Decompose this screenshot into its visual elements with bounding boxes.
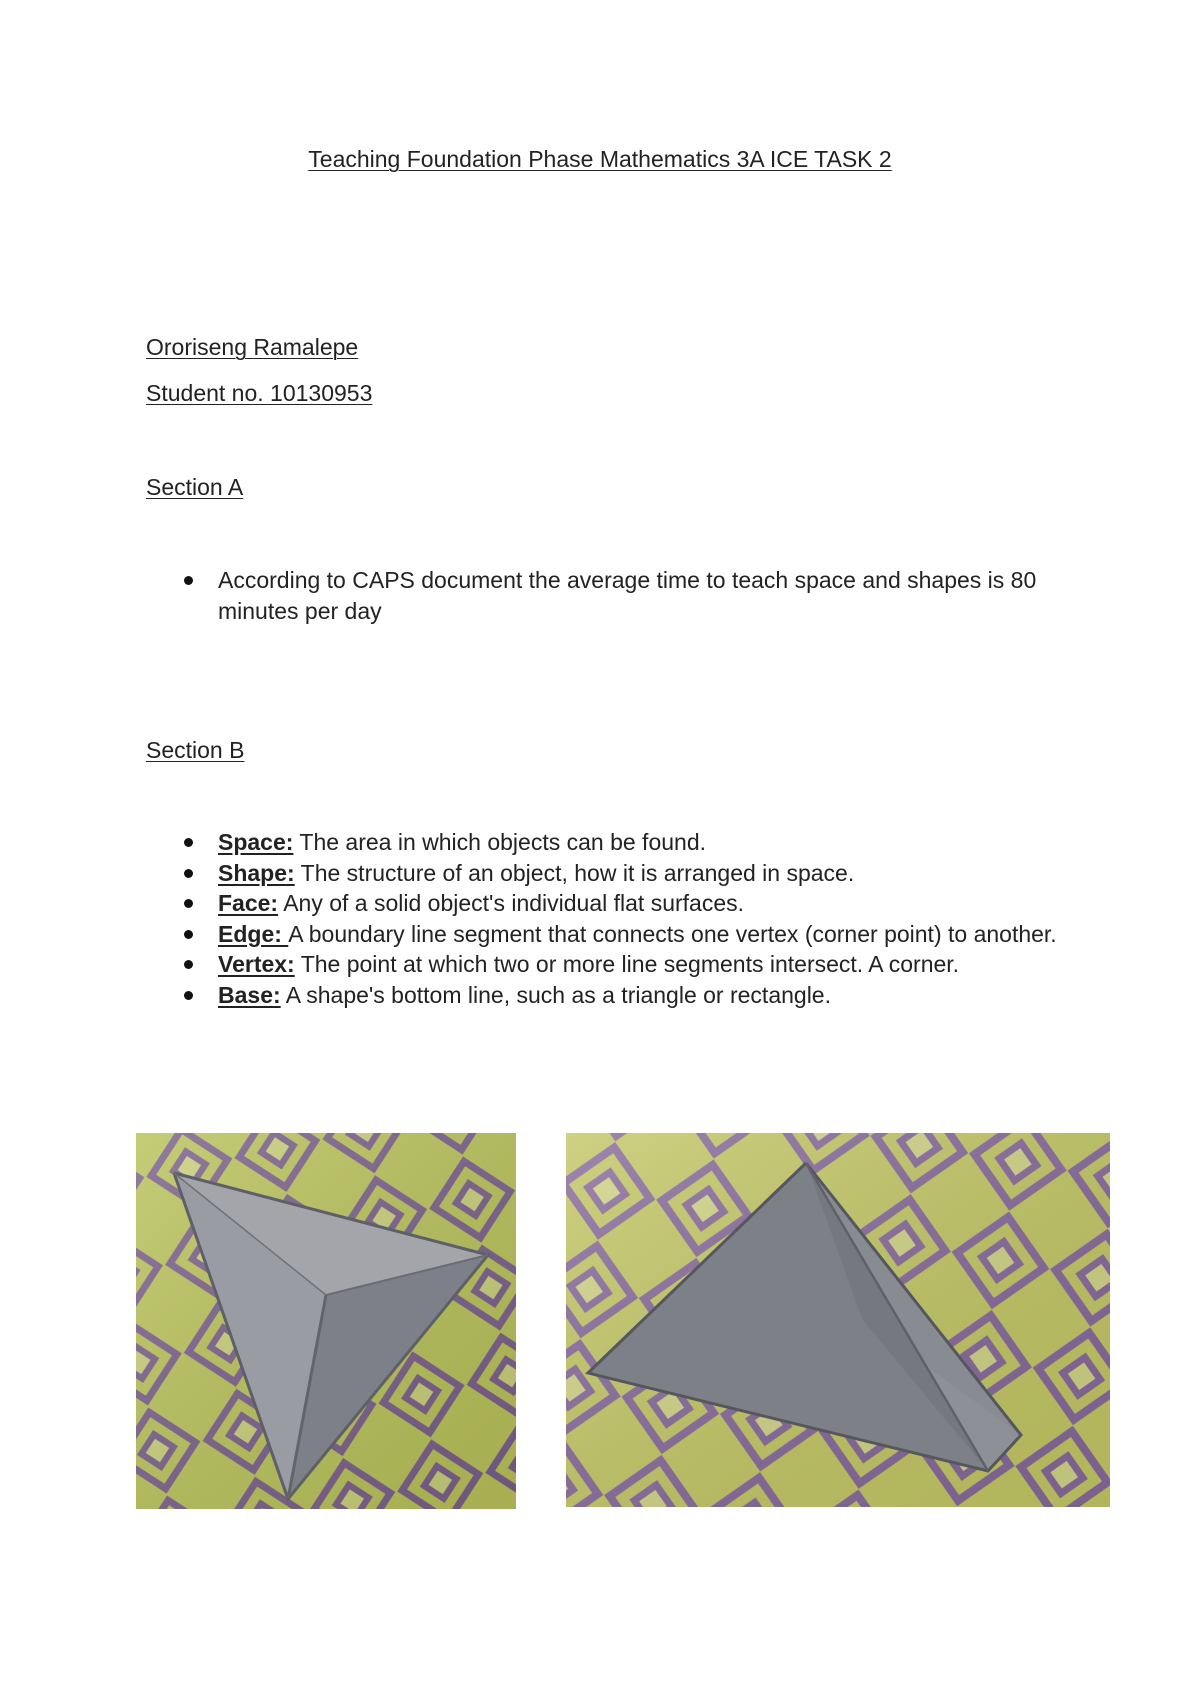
definition-term: Vertex:: [218, 951, 295, 977]
list-item: [146, 565, 1076, 626]
definition-text: The area in which objects can be found.: [293, 829, 706, 855]
definition-text: The structure of an object, how it is arranged in space.: [294, 859, 855, 886]
definition-text: The point at which two or more line segments intersect. A corner.: [294, 951, 960, 977]
bullet-icon: [184, 960, 193, 969]
definition-term: Edge:: [218, 920, 289, 947]
section-a-list: [146, 565, 1076, 626]
tetrahedron-photo-1-image: [136, 1133, 516, 1509]
bullet-icon: [184, 930, 193, 939]
author-name: Ororiseng Ramalepe: [146, 334, 359, 360]
definition-text: Any of a solid object's individual flat surfaces.: [278, 890, 745, 916]
document-title: Teaching Foundation Phase Mathematics 3A ICE TASK 2: [308, 146, 892, 172]
bullet-icon: [184, 576, 193, 585]
tetrahedron-photo-2-image: [566, 1133, 1110, 1507]
section-a-heading: Section A: [146, 474, 244, 500]
definitions-list: [146, 827, 1076, 1010]
definition-term: Space:: [218, 829, 294, 855]
definition-item-base: [146, 980, 1076, 1011]
definition-text: A boundary line segment that connects one vertex (corner point) to another.: [288, 920, 1057, 947]
definition-item-space: [146, 827, 1076, 858]
definition-term: Shape:: [218, 859, 295, 886]
bullet-icon: [184, 869, 193, 878]
definition-text: A shape's bottom line, such as a triangle or rectangle.: [280, 981, 831, 1008]
definition-item-vertex: [146, 949, 1076, 980]
bullet-icon: [184, 838, 193, 847]
student-number: Student no. 10130953: [146, 380, 373, 406]
tetrahedron-photo-1: [136, 1133, 516, 1509]
section-b-heading: Section B: [146, 737, 245, 763]
bullet-icon: [184, 991, 193, 1000]
definition-item-shape: [146, 858, 1076, 889]
definition-item-face: [146, 888, 1076, 919]
list-item-text: According to CAPS document the average time to teach space and shapes is 80 minutes per day: [218, 567, 1037, 624]
tetrahedron-photo-2: [566, 1133, 1110, 1507]
bullet-icon: [184, 899, 193, 908]
definition-term: Base:: [218, 981, 281, 1008]
definition-item-edge: [146, 919, 1076, 950]
definition-term: Face:: [218, 890, 279, 916]
